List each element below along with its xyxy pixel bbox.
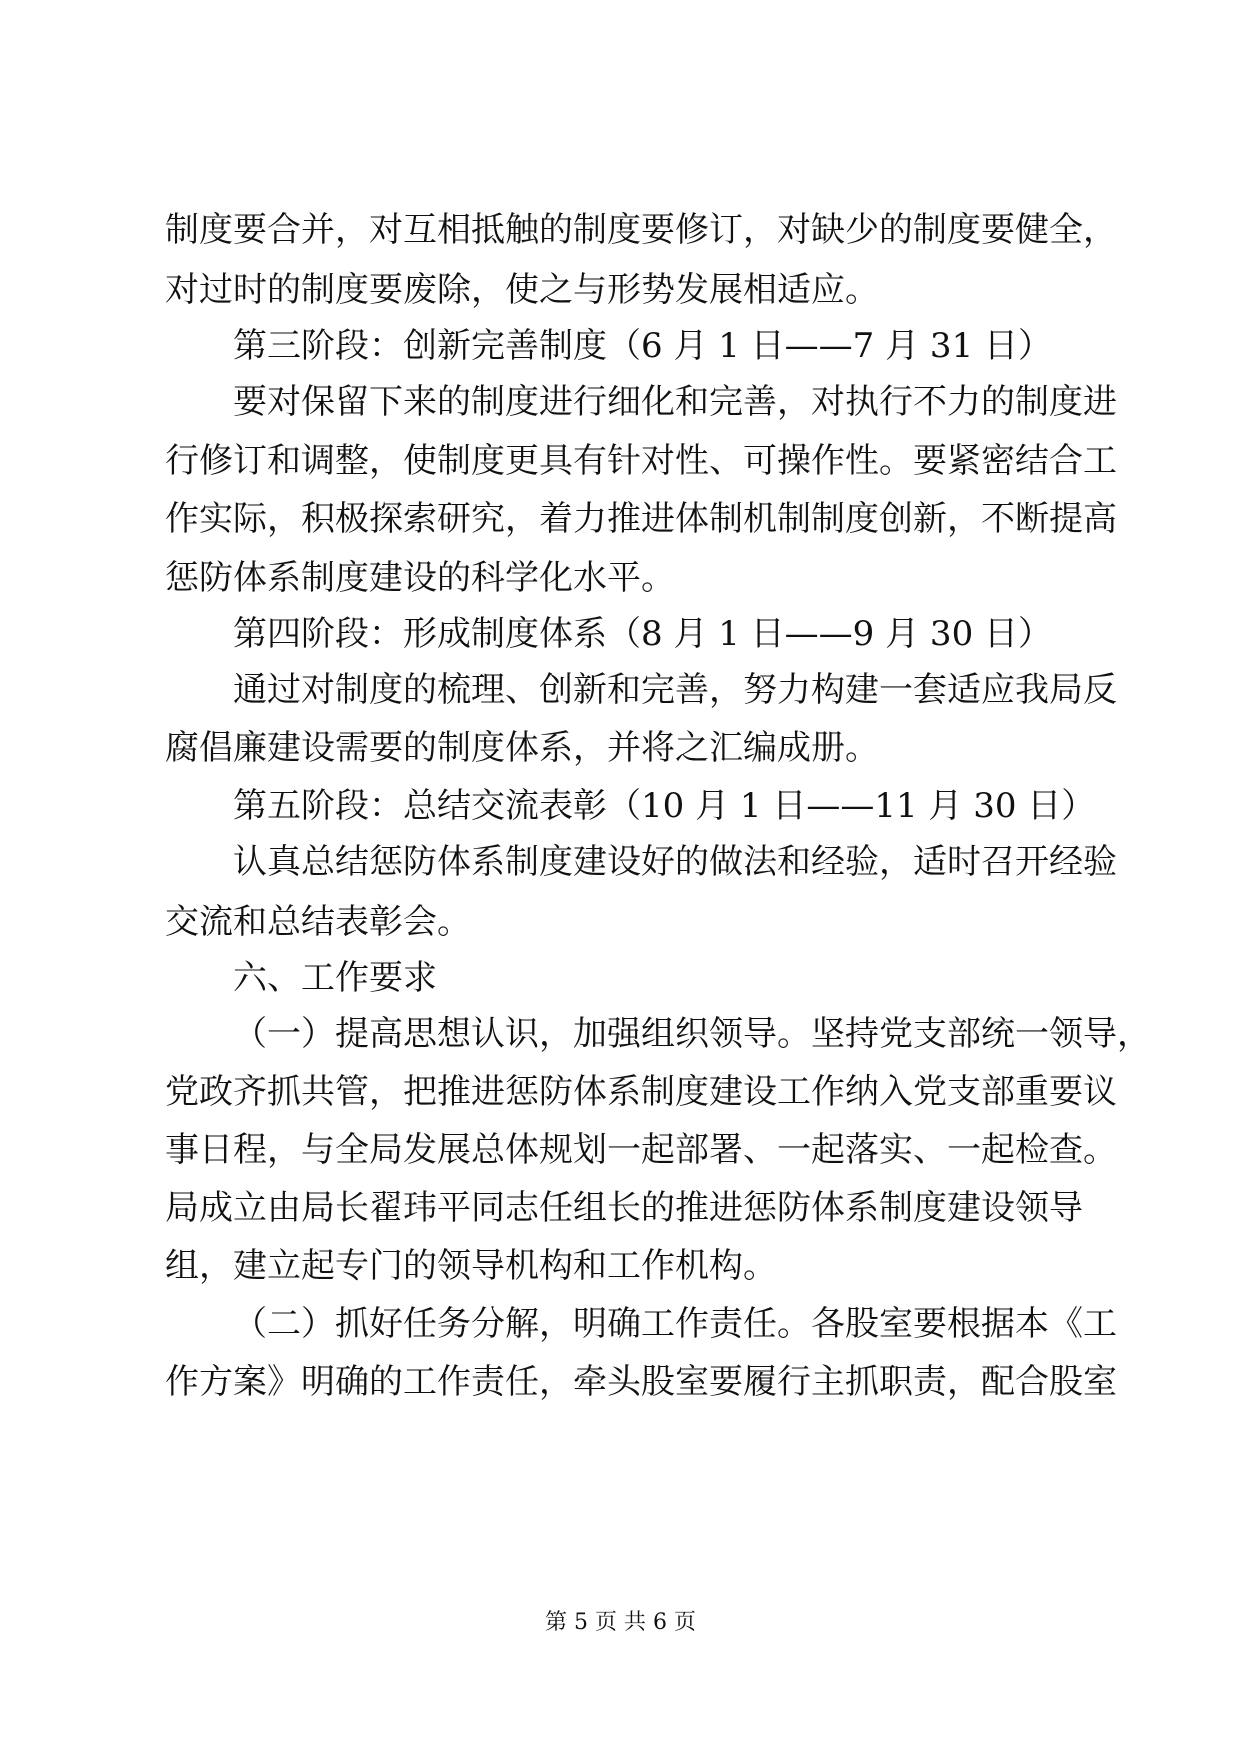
text-line-18: 局成立由局长翟玮平同志任组长的推进惩防体系制度建设领导	[165, 1188, 1083, 1228]
text-line-5: 行修订和调整，使制度更具有针对性、可操作性。要紧密结合工	[165, 441, 1117, 481]
text-line-4: 要对保留下来的制度进行细化和完善，对执行不力的制度进	[233, 382, 1117, 422]
text-line-9: 通过对制度的梳理、创新和完善，努力构建一套适应我局反	[233, 670, 1117, 710]
text-line-10: 腐倡廉建设需要的制度体系，并将之汇编成册。	[165, 728, 879, 768]
text-line-19: 组，建立起专门的领导机构和工作机构。	[165, 1246, 777, 1286]
phase-five-heading: 第五阶段：总结交流表彰（10 月 1 日——11 月 30 日）	[233, 786, 1096, 826]
text-line-16: 党政齐抓共管，把推进惩防体系制度建设工作纳入党支部重要议	[165, 1072, 1117, 1112]
phase-three-heading: 第三阶段：创新完善制度（6 月 1 日——7 月 31 日）	[233, 326, 1053, 366]
text-line-17: 事日程，与全局发展总体规划一起部署、一起落实、一起检查。	[165, 1130, 1117, 1170]
text-line-15: （一）提高思想认识，加强组织领导。坚持党支部统一领导，	[233, 1014, 1151, 1054]
page-number-footer: 第 5 页 共 6 页	[545, 1610, 696, 1635]
text-line-2: 对过时的制度要废除，使之与形势发展相适应。	[165, 270, 879, 310]
phase-four-heading: 第四阶段：形成制度体系（8 月 1 日——9 月 30 日）	[233, 614, 1053, 654]
text-line-20: （二）抓好任务分解，明确工作责任。各股室要根据本《工	[233, 1304, 1117, 1344]
text-line-6: 作实际，积极探索研究，着力推进体制机制制度创新，不断提高	[165, 499, 1117, 539]
text-line-7: 惩防体系制度建设的科学化水平。	[165, 558, 675, 598]
text-line-13: 交流和总结表彰会。	[165, 902, 471, 942]
text-line-21: 作方案》明确的工作责任，牵头股室要履行主抓职责，配合股室	[165, 1362, 1117, 1402]
text-line-12: 认真总结惩防体系制度建设好的做法和经验，适时召开经验	[233, 842, 1117, 882]
text-line-1: 制度要合并，对互相抵触的制度要修订，对缺少的制度要健全，	[165, 210, 1117, 250]
section-heading-work-requirements: 六、工作要求	[233, 958, 437, 998]
